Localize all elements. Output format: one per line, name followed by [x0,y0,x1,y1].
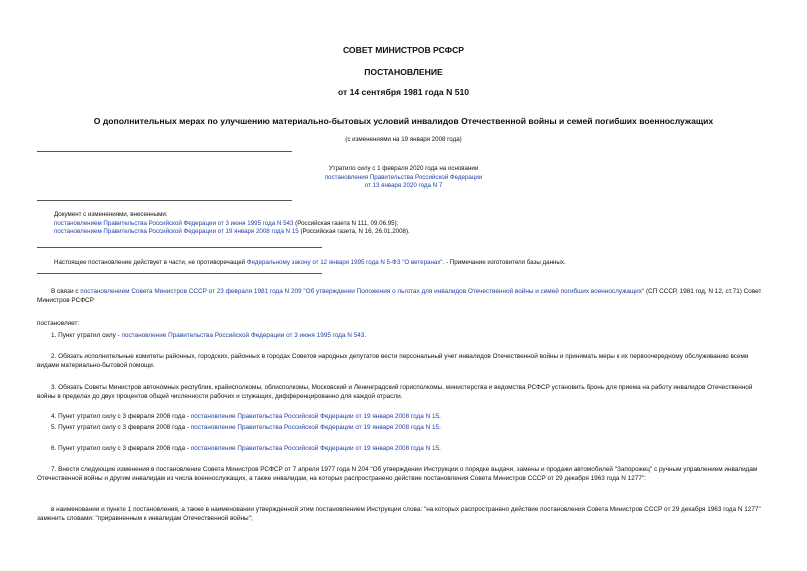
divider [37,273,322,274]
point-4-link[interactable]: постановление Правительства Российской Федерации от 19 января 2008 года N 15 [190,413,440,420]
amendments-block [54,211,774,237]
document-title: О дополнительных мерах по улучшению материально-бытовых условий инвалидов Отечественной войны и семей погибших военнослужащих [93,116,714,126]
database-note: Настоящее постановление действует в части, не противоречащей Федеральному закону от 12 января 1995 года N 5-ФЗ "О ветеранах". - Примечание изготовителя базы данных. [54,259,566,266]
ussr-decree-link[interactable]: постановлением Совета Министров СССР от 23 февраля 1981 года N 209 "Об утверждении Положения о льготах для инвалидов Отечественной войны и семей погибших военнослужащих" [80,288,645,295]
point-1-link[interactable]: постановление Правительства Российской Федерации от 3 июня 1995 года N 543 [121,332,365,339]
decides-label: постановляет: [37,320,80,327]
point-5: 5. Пункт утратил силу с 3 февраля 2008 года - постановление Правительства Российской Федерации от 19 января 2008 года N 15. [51,424,441,431]
expired-link-decree[interactable]: постановления Правительства Российской Федерации [324,173,483,181]
divider [37,200,292,201]
document-type: ПОСТАНОВЛЕНИЕ [364,67,443,77]
amendment-link-1995[interactable]: постановлением Правительства Российской Федерации от 3 июня 1995 года N 543 [54,219,294,227]
point-4: 4. Пункт утратил силу с 3 февраля 2008 года - постановление Правительства Российской Федерации от 19 января 2008 года N 15. [51,413,441,420]
expired-notice [0,165,807,191]
point-1: 1. Пункт утратил силу - постановление Правительства Российской Федерации от 3 июня 1995 года N 543. [51,332,367,339]
amendment-item [54,228,774,237]
expired-line: Утратило силу с 1 февраля 2020 года на основании [328,165,479,172]
veterans-law-link[interactable]: Федеральному закону от 12 января 1995 года N 5-ФЗ "О ветеранах" [246,259,443,266]
divider [37,247,322,248]
issuing-body: СОВЕТ МИНИСТРОВ РСФСР [342,45,465,55]
amendment-item [54,220,774,229]
point-6: 6. Пункт утратил силу с 3 февраля 2008 года - постановление Правительства Российской Федерации от 19 января 2008 года N 15. [51,445,441,452]
point-3: 3. Обязать Советы Министров автономных республик, крайисполкомы, облисполкомы, Московский и Ленинградский горисполкомы, министерства и ведомства РСФСР установить бронь для приема на работу инвалидов Отечественной войны в пределах до двух процентов общей численности рабочих и служащих, дифференцированно для каждой отрасли. [37,384,753,401]
point-7-amendment: в наименовании и пункте 1 постановления, а также в наименовании утвержденной этим постановлением Инструкции слова: "на которых распространено действие постановления Совета Министров СССР от 29 декабря 1963 года N 1277" заменить словами: "приравненным к инвалидам Отечественной войны"; [37,506,761,523]
expired-link-date[interactable]: от 13 января 2020 года N 7 [364,182,443,190]
amendment-source: (Российская газета N 111, 09.06.95); [293,219,399,227]
point-6-link[interactable]: постановление Правительства Российской Федерации от 19 января 2008 года N 15 [190,445,440,452]
point-5-link[interactable]: постановление Правительства Российской Федерации от 19 января 2008 года N 15 [190,424,440,431]
changes-note: (с изменениями на 19 января 2008 года) [345,136,462,143]
point-7: 7. Внести следующие изменения в постановление Совета Министров РСФСР от 7 апреля 1977 года N 204 "Об утверждении Инструкции о порядке выдачи, замены и продажи автомобилей "Запорожец" с ручным управлением инвалидам Отечественной войны и другим инвалидам из числа военнослужащих, а также инвалидам, на которых распространено действие постановления Совета Министров СССР от 29 декабря 1963 года N 1277": [37,466,758,483]
document-date-number: от 14 сентября 1981 года N 510 [337,87,470,97]
amendment-source: (Российская газета, N 16, 26.01.2008). [298,228,410,236]
amendments-label: Документ с изменениями, внесенными: [54,211,168,218]
point-2: 2. Обязать исполнительные комитеты районных, городских, районных в городах Советов народных депутатов вести персональный учет инвалидов Отечественной войны и принимать меры к их первоочередному обслуживанию всеми видами материально-бытовой помощи. [37,353,749,370]
divider [37,151,292,152]
amendment-link-2008[interactable]: постановлением Правительства Российской Федерации от 19 января 2008 года N 15 [54,228,299,236]
preamble: В связи с постановлением Совета Министров СССР от 23 февраля 1981 года N 209 "Об утверждении Положения о льготах для инвалидов Отечественной войны и семей погибших военнослужащих" (СП СССР, 1981 год, N 12, ст.71) Совет Министров РСФСР [37,288,762,305]
